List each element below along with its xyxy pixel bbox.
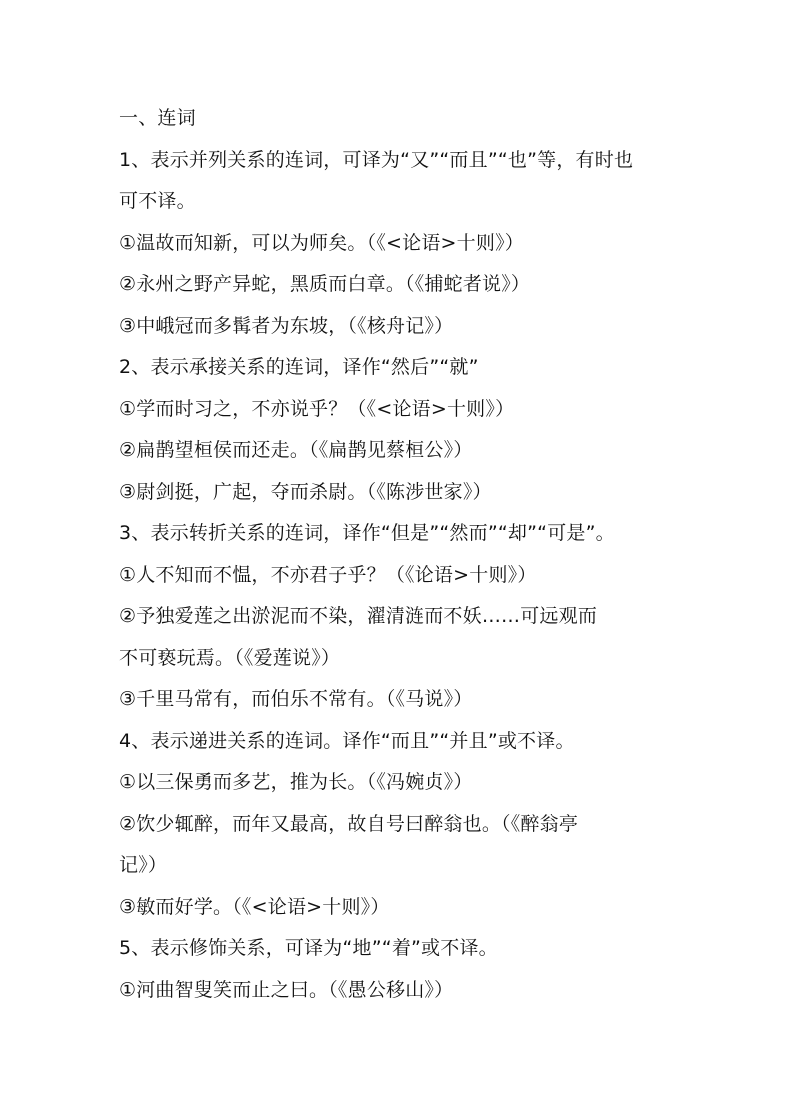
- section-heading: 一、连词: [119, 107, 196, 129]
- item-heading-2: 2、表示承接关系的连词，译作“然后”“就”: [119, 356, 479, 378]
- example-line: ③敏而好学。（《<论语>十则》）: [119, 895, 390, 918]
- example-line: ①河曲智叟笑而止之曰。（《愚公移山》）: [119, 978, 454, 1001]
- item-heading-1-continued: 可不译。: [119, 190, 196, 212]
- example-line: ①学而时习之，不亦说乎？（《<论语>十则》）: [119, 397, 515, 420]
- example-line: ②扁鹊望桓侯而还走。（《扁鹊见蔡桓公》）: [119, 439, 473, 461]
- item-heading-3: 3、表示转折关系的连词，译作“但是”“然而”“却”“可是”。: [119, 522, 615, 544]
- example-line: ③中峨冠而多髯者为东坡，（《核舟记》）: [119, 314, 454, 337]
- document-body: [119, 98, 679, 1011]
- item-heading-1: 1、表示并列关系的连词，可译为“又”“而且”“也”等，有时也: [119, 148, 634, 171]
- example-line: ②饮少辄醉，而年又最高，故自号曰醉翁也。（《醉翁亭: [119, 812, 579, 835]
- example-line: ①温故而知新，可以为师矣。（《<论语>十则》）: [119, 231, 524, 254]
- example-line: ③尉剑挺，广起，夺而杀尉。（《陈涉世家》）: [119, 480, 492, 503]
- example-line-continued: 记》）: [119, 854, 168, 876]
- example-line: ①以三保勇而多艺，推为长。（《冯婉贞》）: [119, 771, 473, 793]
- example-line: ③千里马常有，而伯乐不常有。（《马说》）: [119, 688, 473, 710]
- example-line: ②永州之野产异蛇，黑质而白章。（《捕蛇者说》）: [119, 273, 531, 295]
- item-heading-5: 5、表示修饰关系，可译为“地”“着”或不译。: [119, 937, 498, 959]
- example-line-continued: 不可亵玩焉。（《爱莲说》）: [119, 646, 341, 669]
- example-line: ②予独爱莲之出淤泥而不染，濯清涟而不妖……可远观而: [119, 605, 598, 627]
- item-heading-4: 4、表示递进关系的连词。译作“而且”“并且”或不译。: [119, 729, 575, 752]
- example-line: ①人不知而不愠，不亦君子乎？（《论语>十则》）: [119, 563, 537, 586]
